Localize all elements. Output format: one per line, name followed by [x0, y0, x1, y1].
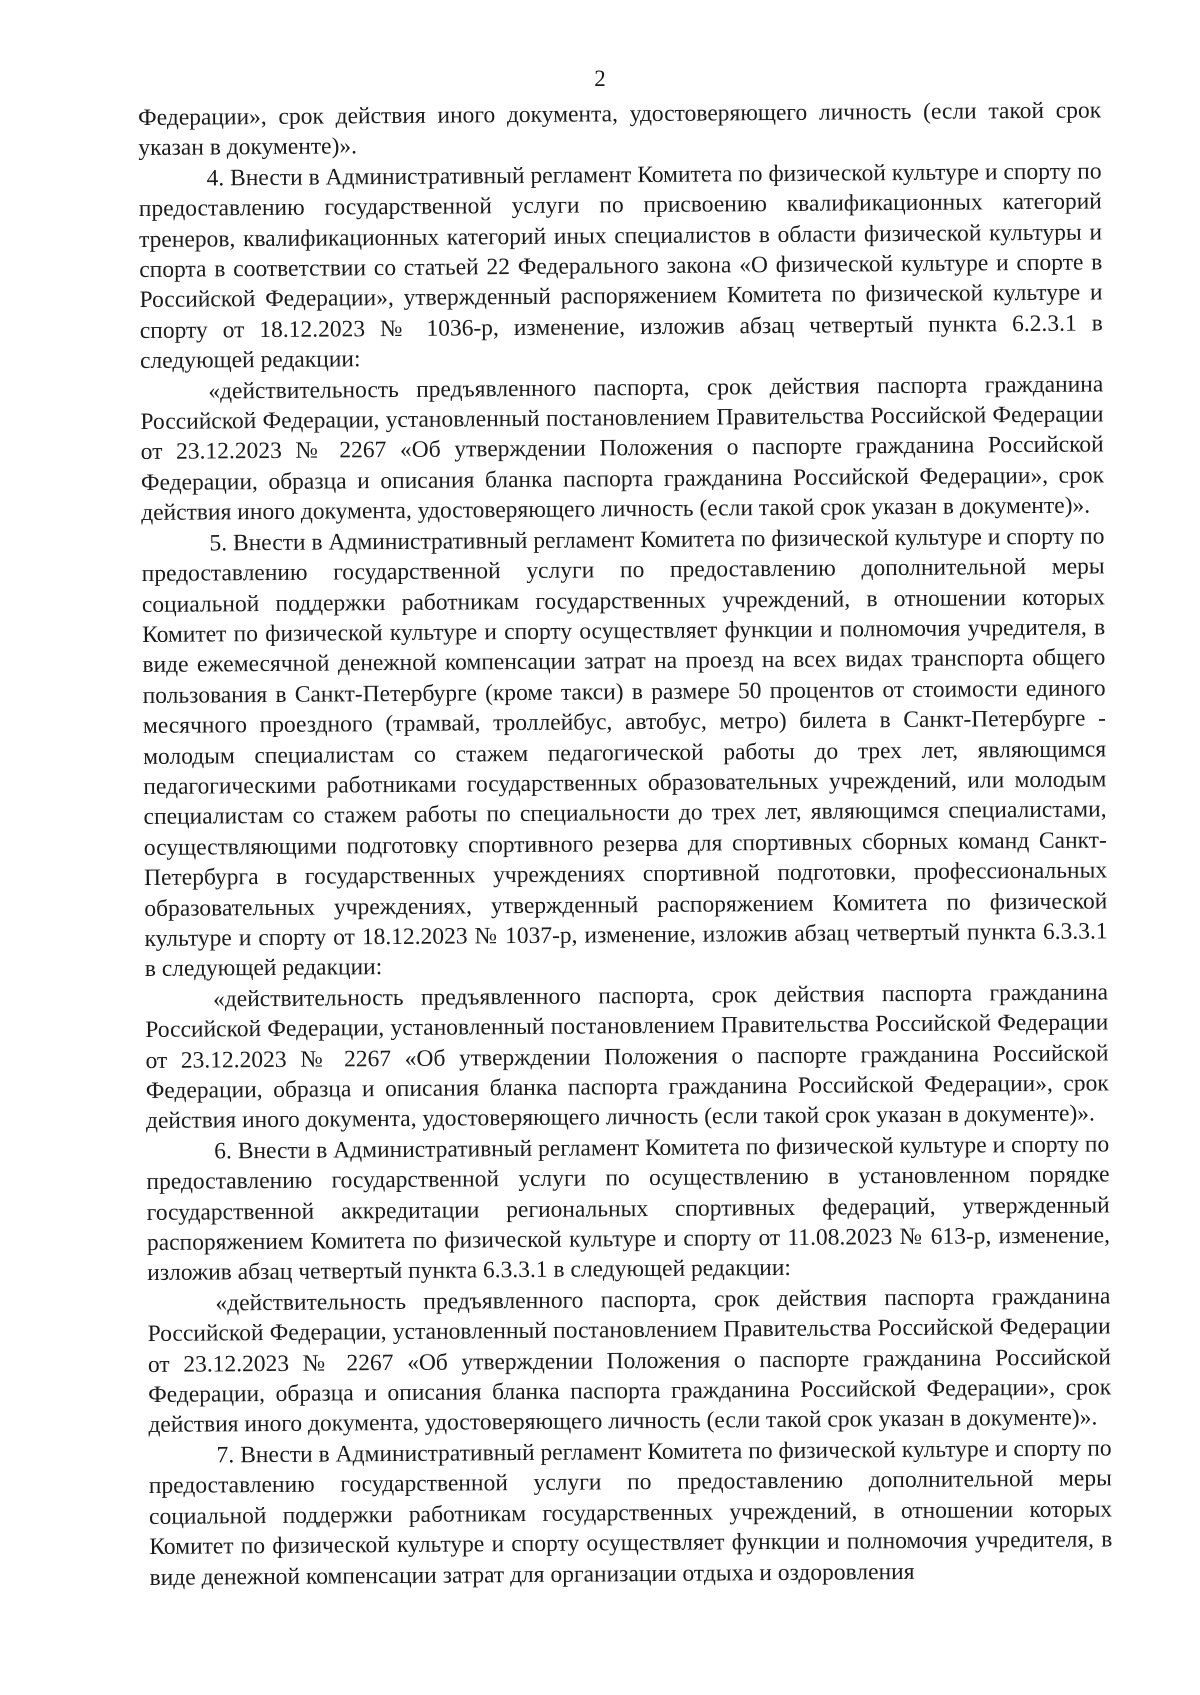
paragraph-item-6: 6. Внести в Административный регламент Комитета по физической культуре и спорту по предоставлению государственной услуги по осуществлению в установленном порядке государственной аккредитации региональных спортивных федераций, утвержденный распоряжением Комитета по физической культуре и спорту от 11.08.2023 № 613-р, изменение, изложив абзац четвертый пункта 6.3.3.1 в следующей редакции:: [146, 1131, 1111, 1287]
paragraph-item-7: 7. Внести в Административный регламент Комитета по физической культуре и спорту по предоставлению государственной услуги по предоставлению дополнительной меры социальной поддержки работникам государственных учреждений, в отношении которых Комитет по физической культуре и спорту осуществляет функции и полномочия учредителя, в виде денежной компенсации затрат для организации отдыха и оздоровления: [148, 1435, 1113, 1591]
paragraph-quote-6: «действительность предъявленного паспорта, срок действия паспорта гражданина Российской Федерации, установленный постановлением Правительства Российской Федерации от 23.12.2023 № 2267 «Об утверждении Положения о паспорте гражданина Российской Федерации, образца и описания бланка паспорта гражданина Российской Федерации», срок действия иного документа, удостоверяющего личность (если такой срок указан в документе)».: [147, 1283, 1112, 1439]
document-body: [138, 95, 1113, 1592]
paragraph-continuation: Федерации», срок действия иного документа, удостоверяющего личность (если такой срок указан в документе)».: [138, 97, 1102, 162]
paragraph-quote-4: «действительность предъявленного паспорта, срок действия паспорта гражданина Российской Федерации, установленный постановлением Правительства Российской Федерации от 23.12.2023 № 2267 «Об утверждении Положения о паспорте гражданина Российской Федерации, образца и описания бланка паспорта гражданина Российской Федерации», срок действия иного документа, удостоверяющего личность (если такой срок указан в документе)».: [140, 371, 1105, 527]
paragraph-item-5: 5. Внести в Административный регламент Комитета по физической культуре и спорту по предоставлению государственной услуги по предоставлению дополнительной меры социальной поддержки работникам государственных учреждений, в отношении которых Комитет по физической культуре и спорту осуществляет функции и полномочия учредителя, в виде ежемесячной денежной компенсации затрат на проезд на всех видах транспорта общего пользования в Санкт-Петербурге (кроме такси) в размере 50 процентов от стоимости единого месячного проездного (трамвай, троллейбус, автобус, метро) билета в Санкт-Петербурге - молодым специалистам со стажем педагогической работы до трех лет, являющимся педагогическими работниками государственных образовательных учреждений, или молодым специалистам со стажем работы по специальности до трех лет, являющимся специалистами, осуществляющими подготовку спортивного резерва для спортивных сборных команд Санкт-Петербурга в государственных учреждениях спортивной подготовки, профессиональных образовательных учреждениях, утвержденный распоряжением Комитета по физической культуре и спорту от 18.12.2023 № 1037-р, изменение, изложив абзац четвертый пункта 6.3.3.1 в следующей редакции:: [141, 523, 1108, 983]
paragraph-quote-5: «действительность предъявленного паспорта, срок действия паспорта гражданина Российской Федерации, установленный постановлением Правительства Российской Федерации от 23.12.2023 № 2267 «Об утверждении Положения о паспорте гражданина Российской Федерации, образца и описания бланка паспорта гражданина Российской Федерации», срок действия иного документа, удостоверяющего личность (если такой срок указан в документе)».: [145, 979, 1109, 1135]
paragraph-item-4: 4. Внести в Административный регламент Комитета по физической культуре и спорту по предоставлению государственной услуги по присвоению квалификационных категорий тренеров, квалификационных категорий иных специалистов в области физической культуры и спорта в соответствии со статьей 22 Федерального закона «О физической культуре и спорте в Российской Федерации», утвержденный распоряжением Комитета по физической культуре и спорту от 18.12.2023 № 1036-р, изменение, изложив абзац четвертый пункта 6.2.3.1 в следующей редакции:: [138, 158, 1103, 375]
page-number: 2: [594, 66, 606, 91]
